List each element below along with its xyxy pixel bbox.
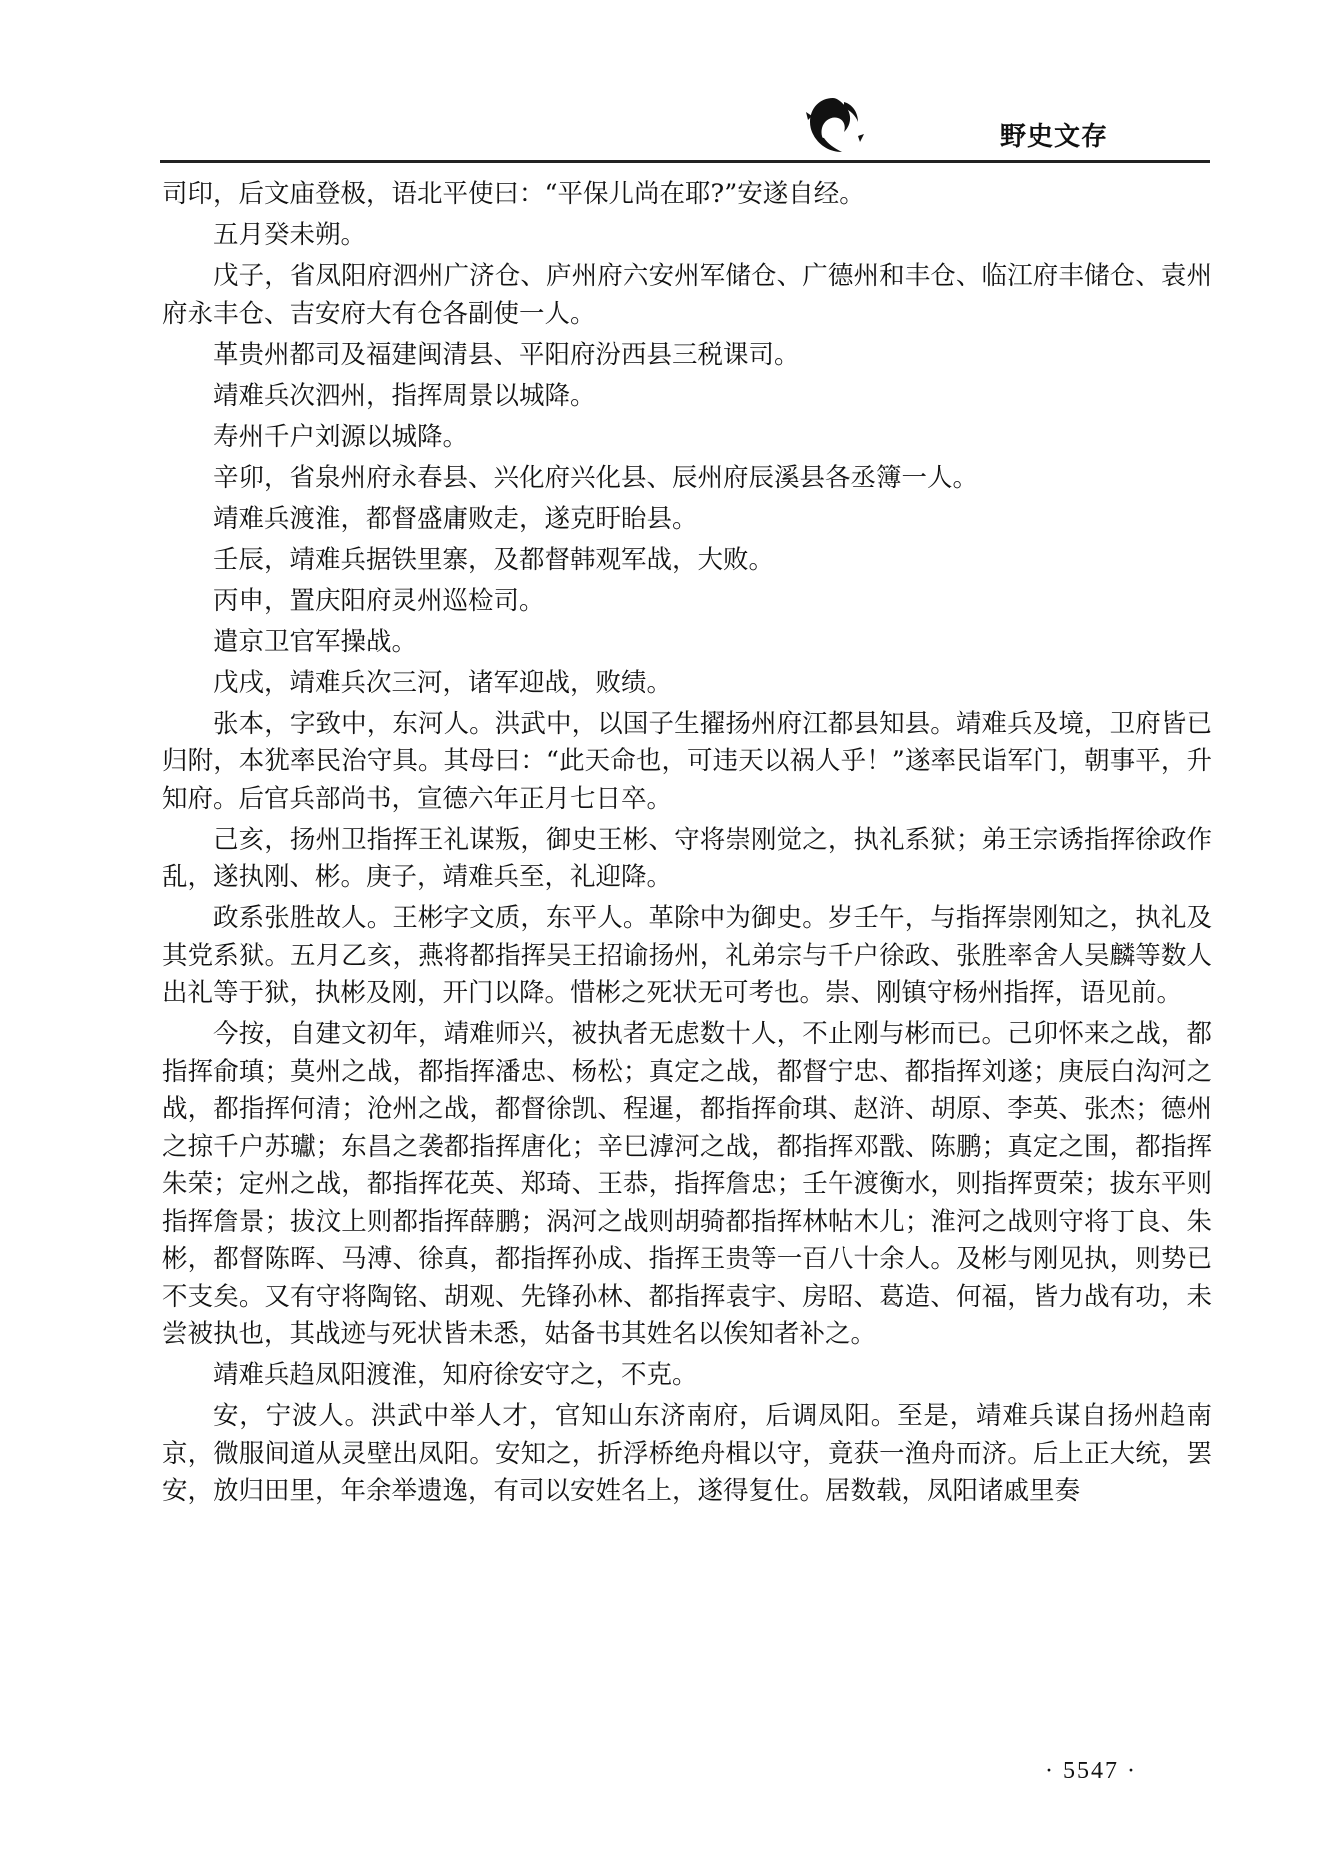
page-number: · 5547 · <box>1045 1758 1137 1784</box>
paragraph: 五月癸未朔。 <box>213 220 367 250</box>
paragraph: 寿州千户刘源以城降。 <box>213 421 469 452</box>
page-body <box>162 176 1212 1514</box>
paragraph: 靖难兵趋凤阳渡淮，知府徐安守之，不克。 <box>213 1360 698 1390</box>
paragraph: 今按，自建文初年，靖难师兴，被执者无虑数十人，不止刚与彬而已。己卯怀来之战，都指挥俞瑱；莫州之战，都指挥潘忠、杨松；真定之战，都督宁忠、都指挥刘遂；庚辰白沟河之战，都指挥何清；沧州之战，都督徐凯、程暹，都指挥俞琪、赵浒、胡原、李英、张杰；德州之掠千户苏瓛；东昌之袭都指挥唐化；辛巳滹河之战，都指挥邓戬、陈鹏；真定之围，都指挥朱荣；定州之战，都指挥花英、郑琦、王恭，指挥詹忠；壬午渡衡水，则指挥贾荣；拔东平则指挥詹景；拔汶上则都指挥薛鹏；涡河之战则胡骑都指挥林帖木儿；淮河之战则守将丁良、朱彬，都督陈晖、马溥、徐真，都指挥孙成、指挥王贵等一百八十余人。及彬与刚见执，则势已不支矣。又有守将陶铭、胡观、先锋孙林、都指挥袁宇、房昭、葛造、何福，皆力战有功，未尝被执也，其战迹与死状皆未悉，姑备书其姓名以俟知者补之。 <box>162 1019 1212 1349</box>
page-header <box>0 0 1322 160</box>
paragraph: 遣京卫官军操战。 <box>213 626 418 657</box>
paragraph: 戊戌，靖难兵次三河，诸军迎战，败绩。 <box>213 667 673 698</box>
header-rule <box>160 160 1210 163</box>
paragraph: 戊子，省凤阳府泗州广济仓、庐州府六安州军储仓、广德州和丰仓、临江府丰储仓、袁州府永丰仓、吉安府大有仓各副使一人。 <box>162 261 1212 329</box>
paragraph: 己亥，扬州卫指挥王礼谋叛，御史王彬、守将崇刚觉之，执礼系狱；弟王宗诱指挥徐政作乱，遂执刚、彬。庚子，靖难兵至，礼迎降。 <box>162 824 1212 892</box>
paragraph: 政系张胜故人。王彬字文质，东平人。革除中为御史。岁壬午，与指挥崇刚知之，执礼及其党系狱。五月乙亥，燕将都指挥吴王招谕扬州，礼弟宗与千户徐政、张胜率舍人吴麟等数人出礼等于狱，执彬及刚，开门以降。惜彬之死状无可考也。崇、刚镇守杨州指挥，语见前。 <box>162 903 1212 1008</box>
paragraph: 安，宁波人。洪武中举人才，官知山东济南府，后调凤阳。至是，靖难兵谋自扬州趋南京，微服间道从灵壁出凤阳。安知之，折浮桥绝舟楫以守，竟获一渔舟而济。后上正大统，罢安，放归田里，年余举遗逸，有司以安姓名上，遂得复仕。居数载，凤阳诸戚里奏 <box>162 1401 1212 1506</box>
paragraph: 张本，字致中，东河人。洪武中，以国子生擢扬州府江都县知县。靖难兵及境，卫府皆已归附，本犹率民治守具。其母曰：“此天命也，可违天以祸人乎！”遂率民诣军门，朝事平，升知府。后官兵部尚书，宣德六年正月七日卒。 <box>162 708 1212 814</box>
paragraph: 司印，后文庙登极，语北平使曰：“平保儿尚在耶?”安遂自经。 <box>162 179 865 209</box>
paragraph: 丙申，置庆阳府灵州巡检司。 <box>213 585 545 616</box>
paragraph: 革贵州都司及福建闽清县、平阳府汾西县三税课司。 <box>213 339 800 370</box>
paragraph: 辛卯，省泉州府永春县、兴化府兴化县、辰州府辰溪县各丞簿一人。 <box>213 462 979 493</box>
paragraph: 壬辰，靖难兵据铁里寨，及都督韩观军战，大败。 <box>213 544 775 575</box>
header-title: 野史文存 <box>1000 122 1109 152</box>
dragon-emblem-icon <box>800 92 866 158</box>
paragraph: 靖难兵次泗州，指挥周景以城降。 <box>213 380 596 411</box>
paragraph: 靖难兵渡淮，都督盛庸败走，遂克盱眙县。 <box>213 503 698 534</box>
